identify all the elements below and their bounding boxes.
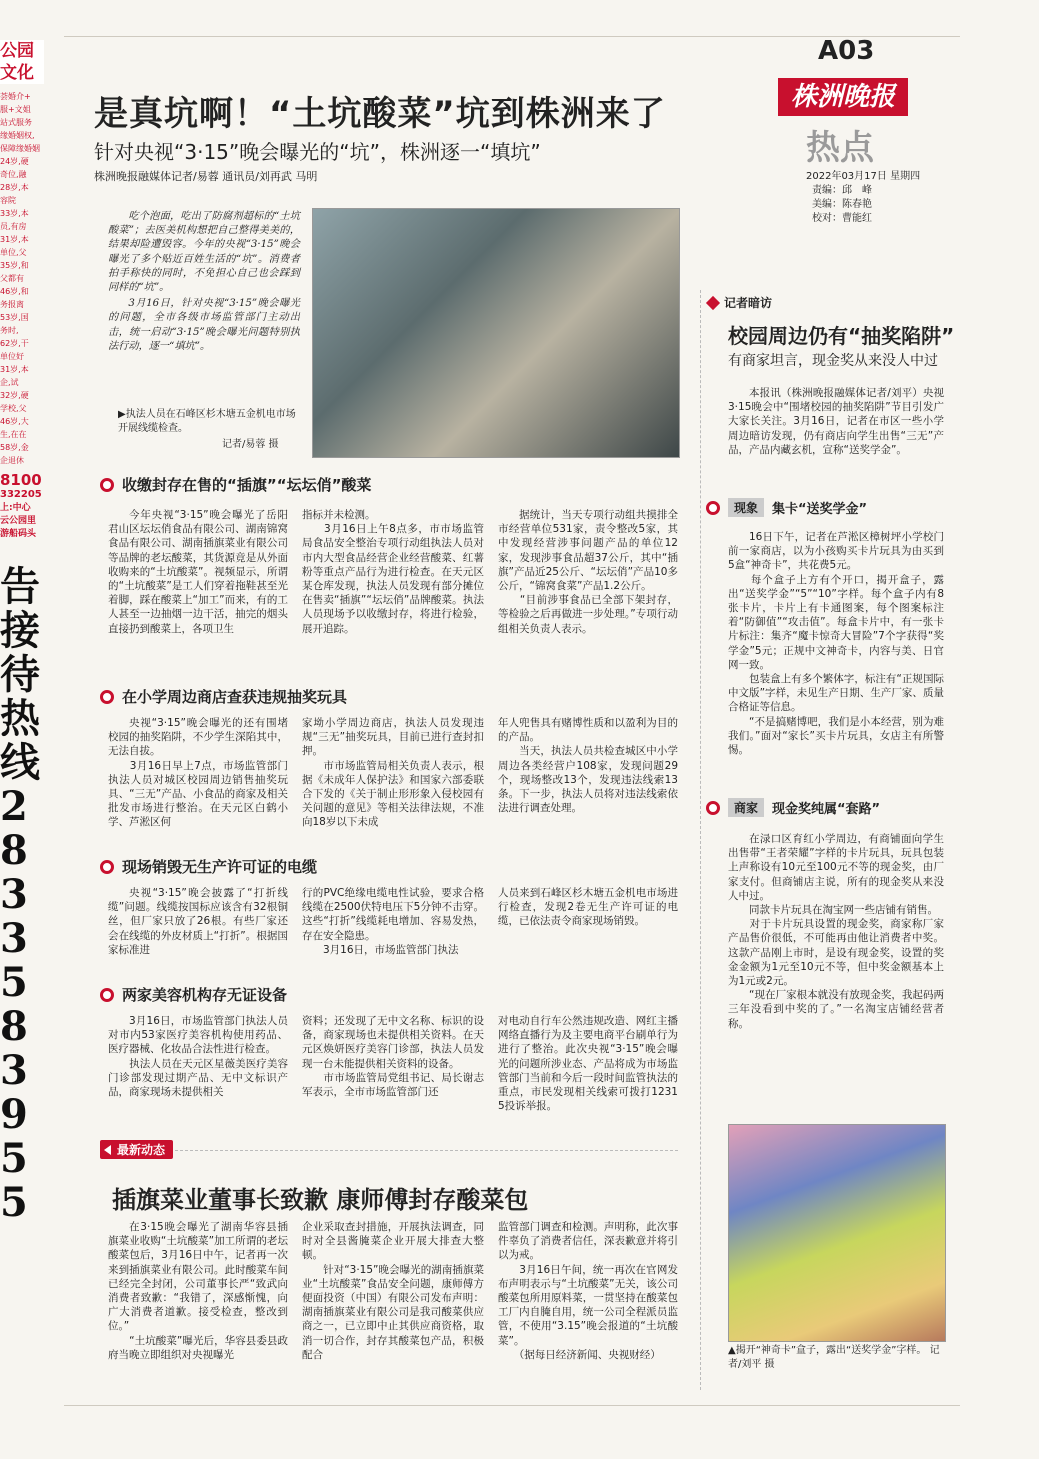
lead-paragraph-2: 3月16日，针对央视“3·15”晚会曝光的问题，全市各级市场监管部门主动出击，统一启动“3·15”晚会曝光问题特别执法行动，逐一“填坑”。 (108, 298, 300, 352)
strip-ad-line: 35岁,和 (0, 261, 29, 270)
proofreader-credit: 校对：曹能红 (812, 213, 872, 224)
section-1-col-2: 指标并未检测。 3月16日上午8点多，市市场监管局食品安全整治专项行动组执法人员对市内大型食品经营企业经营酸菜、红薯粉等重点产品行为进行检查。在天元区某仓库发现，执法人员发现有部分摊位在售卖“插旗”“坛坛俏”品牌酸菜。执法人员现场予以收缴封存，将进行检验，展开追踪。 (302, 509, 484, 635)
section-2-heading (100, 686, 347, 707)
bullet-icon (100, 690, 114, 704)
strip-ad-line: 58岁,金 (0, 443, 29, 452)
sidebar-sub2-heading (706, 798, 880, 817)
strip-ad-line: 46岁,和 (0, 287, 29, 296)
section-1-col-1: 今年央视“3·15”晚会曝光了岳阳君山区坛坛俏食品有限公司、湖南锦窝食品有限公司、湖南插旗菜业有限公司等品牌的老坛酸菜，其货源竟是从外面收购来的“土坑酸菜”。视频显示，所谓的“土坑酸菜”是工人们穿着拖鞋甚至光着脚，踩在酸菜上“加工”而来，有的工人甚至一边抽烟一边干活，抽完的烟头直接扔到酸菜上，各项卫生 (108, 509, 288, 635)
section-1-title: 收缴封存在售的“插旗”“坛坛俏”酸菜 (122, 476, 372, 494)
strip-address-2: 云公园里 (0, 516, 37, 526)
strip-ad-line: 缘婚姻权, (0, 131, 35, 140)
strip-ad-line: 46岁,大 (0, 417, 29, 426)
latest-badge-label: 最新动态 (117, 1143, 166, 1157)
section-3-col-2: 行的PVC绝缘电缆电性试验，要求合格线缆在2500伏特电压下5分钟不击穿。这些“打折”线缆耗电增加、容易发热，存在安全隐患。 3月16日，市场监管部门执法 (302, 887, 484, 956)
strip-ads (0, 90, 50, 467)
latest-divider (100, 1150, 678, 1151)
sidebar-kicker-label: 记者暗访 (724, 296, 773, 310)
strip-ad-line: 父都有 (0, 274, 24, 283)
bottom-rule (64, 1405, 960, 1406)
sidebar-sub1-text: 16日下午，记者在芦淞区樟树坪小学校门前一家商店，以为小孩购买卡片玩具为由买到5盒“神奇卡”，共花费5元。 每个盒子上方有个开口，揭开盒子，露出“送奖学金”“5”“10”字样。每个盒子内有8张卡片，卡片上有卡通图案，每个图案标注着“防御值”“攻击值”。每盒卡片中，有一张卡片标注：集齐“魔卡惊奇大冒险”7个字获得“奖学金”5元；正规中文神奇卡，内容与美、日官网一致。 包装盒上有多个繁体字，标注有“正规国际中文版”字样，未见生产日期、生产厂家、质量合格证等信息。 “不是搞赌博吧，我们是小本经营，别为难我们。”面对“家长”买卡片玩具，女店主有所警惕。 (728, 531, 944, 757)
latest-col-2: 企业采取查封措施，开展执法调查，同时对全县酱腌菜企业开展大排查大整顿。 针对“3·15”晚会曝光的湖南插旗菜业“土坑酸菜”食品安全问题，康师傅方便面投资（中国）有限公司发布声明：湖南插旗菜业有限公司是我司酸菜供应商之一，已立即中止其供应商资格，取消一切合作，封存其酸菜包产品，积极配合 (302, 1221, 484, 1361)
section-3-col-1: 央视“3·15”晚会披露了“打折线缆”问题。线缆按国标应该含有32根铜丝，但厂家只放了26根。有些厂家还会在线缆的外皮材质上“打折”。根据国家标准进 (108, 887, 288, 956)
section-1-heading (100, 474, 371, 495)
latest-col-3: 监管部门调查和检测。声明称，此次事件辜负了消费者信任，深表歉意并将引以为戒。 3月16日午间，统一再次在官网发布声明表示与“土坑酸菜”无关，该公司酸菜包所用原料菜，一贯坚持在酸菜包工厂内自腌自用，统一公司全程派员监管，不使用“3.15”晚会报道的“土坑酸菜”。 （据每日经济新闻、央视财经） (498, 1221, 678, 1361)
latest-col-1: 在3·15晚会曝光了湖南华容县插旗菜业收购“土坑酸菜”加工所谓的老坛酸菜包后，3月16日中午，记者再一次来到插旗菜业有限公司。此时酸菜车间已经完全封闭，公司董事长严“致武向消费者致歉：“我错了，深感惭愧，向广大消费者道歉。接受检查，整改到位。” “土坑酸菜”曝光后，华容县委县政府当晚立即组织对央视曝光 (108, 1221, 288, 1361)
latest-headline: 插旗菜业董事长致歉 康师傅封存酸菜包 (112, 1186, 529, 1214)
section-3-heading (100, 856, 317, 877)
strip-ad-line: 32岁,硬 (0, 391, 29, 400)
sidebar-title: 校园周边仍有“抽奖陷阱” (728, 324, 955, 348)
strip-hotline: 告接待热线2833583955 (0, 563, 40, 1226)
sidebar-subtitle: 有商家坦言，现金奖从来没人中过 (728, 353, 938, 369)
strip-ad-line: 奇位,融 (0, 170, 27, 179)
strip-phone-2: 332205 (0, 489, 42, 500)
bullet-icon (100, 860, 114, 874)
strip-ad-line: 单位,父 (0, 248, 27, 257)
section-label: 热点 (806, 128, 874, 168)
inspection-photo (312, 208, 680, 458)
strip-ad-line: 保障缘婚姻 (0, 144, 40, 153)
diamond-icon (706, 295, 720, 309)
strip-ad-line: 53岁,国 (0, 313, 29, 322)
strip-title: 公园文化 (0, 40, 44, 84)
strip-ad-line: 28岁,本 (0, 183, 29, 192)
sub1-title: 集卡“送奖学金” (772, 502, 868, 517)
lead-paragraphs (108, 210, 300, 420)
bullet-icon (706, 801, 720, 815)
main-headline: 是真坑啊！“土坑酸菜”坑到株洲来了 (94, 94, 666, 134)
strip-ad-line: 容院 (0, 196, 16, 205)
editor-credit: 责编：邱 峰 (812, 185, 872, 196)
sidebar-separator (700, 290, 702, 1390)
strip-ad-line: 务时, (0, 326, 19, 335)
section-2-col-3: 年人兜售具有赌博性质和以盈利为目的的产品。 当天，执法人员共检查城区中小学周边各类经营户108家，发现问题29个，现场整改13个，发现违法线索13条。下一步，执法人员将对违法线索依法进行调查处理。 (498, 717, 678, 815)
sub1-tag: 现象 (728, 498, 764, 517)
strip-ad-line: 荟婚介+ (0, 92, 31, 101)
issue-date: 2022年03月17日 星期四 (806, 171, 921, 182)
strip-ad-line: 24岁,硬 (0, 157, 29, 166)
sidebar-kicker (708, 294, 772, 311)
strip-ad-line: 务报离 (0, 300, 24, 309)
page-number: A03 (818, 36, 875, 66)
strip-phone-1: 8100 (0, 471, 42, 489)
section-4-title: 两家美容机构存无证设备 (122, 986, 288, 1004)
photo1-caption: ▶执法人员在石峰区杉木塘五金机电市场开展线缆检查。 (118, 409, 296, 434)
section-4-col-3: 对电动自行车公然违规改造、网红主播网络直播行为及主要电商平台刷单行为进行了整治。此次央视“3·15”晚会曝光的问题所涉业态、产品将成为市场监管部门当前和今后一段时间监管执法的重点，市民发现相关线索可拨打12315投诉举报。 (498, 1015, 678, 1113)
strip-address-3: 游船码头 (0, 529, 37, 539)
latest-badge (100, 1140, 173, 1159)
section-4-col-1: 3月16日，市场监管部门执法人员对市内53家医疗美容机构使用药品、医疗器械、化妆品合法性进行检查。 执法人员在天元区星薇美医疗美容门诊部发现过期产品、无中文标识产品，商家现场未提供相关 (108, 1015, 288, 1099)
section-4-heading (100, 984, 287, 1005)
sidebar-sub1-heading (706, 498, 867, 517)
strip-ad-line: 31岁,本 (0, 365, 29, 374)
sub2-title: 现金奖纯属“套路” (772, 802, 881, 817)
arrow-icon (104, 1145, 111, 1155)
sidebar-sub2-text: 在渌口区育红小学周边，有商铺面向学生出售带“王者荣耀”字样的卡片玩具，玩具包装上声称设有10元至100元不等的现金奖，由厂家支付。但商铺店主说，所有的现金奖从来没人中过。 同款卡片玩具在淘宝网一些店铺有销售。 对于卡片玩具设置的现金奖，商家称厂家产品售价很低，不可能再由他让消费者中奖。这款产品刚上市时，是设有现金奖，设置的奖金金额为1元至10元不等，但中奖金额基本上为1元或2元。 “现在厂家根本就没有放现金奖，我起码两三年没看到中奖的了。”一名淘宝店铺经营者称。 (728, 833, 944, 1030)
section-2-col-1: 央视“3·15”晚会曝光的还有围堵校园的抽奖陷阱，不少学生深陷其中，无法自拔。 3月16日早上7点，市场监管部门执法人员对城区校园周边销售抽奖玩具、“三无”产品、小食品的商家及相关批发市场进行整治。在天元区白鹤小学、芦淞区何 (108, 717, 288, 829)
bullet-icon (100, 478, 114, 492)
strip-ad-line: 33岁,本 (0, 209, 29, 218)
section-4-col-2: 资料；还发现了无中文名称、标识的设备，商家现场也未提供相关资料。在天元区焕妍医疗美容门诊部，执法人员发现一台未能提供相关资料的设备。 市市场监管局党组书记、局长谢志军表示，全市市场监管部门还 (302, 1015, 484, 1099)
section-1-col-3: 据统计，当天专项行动组共摸排全市经营单位531家，责令整改5家，其中发现经营涉事问题产品的单位12家，发现涉事食品超37公斤，其中“插旗”产品近25公斤、“坛坛俏”产品10多公斤，“锦窝食菜”产品1.2公斤。 “目前涉事食品已全部下架封存，等检验之后再做进一步处理。”专项行动组相关负责人表示。 (498, 509, 678, 635)
photo1-credit: 记者/易蓉 摄 (222, 439, 279, 450)
strip-ad-line: 企退休 (0, 456, 24, 465)
left-page-strip (0, 40, 50, 1410)
strip-address-1: 上:中心 (0, 503, 31, 513)
sub2-tag: 商家 (728, 798, 764, 817)
strip-ad-line: 生,在在 (0, 430, 27, 439)
strip-ad-line: 员,有房 (0, 222, 27, 231)
strip-ad-line: 学校,父 (0, 404, 27, 413)
sidebar-intro: 本报讯（株洲晚报融媒体记者/刘平）央视3·15晚会中“围堵校园的抽奖陷阱”节目引发广大家长关注。3月16日，记者在市区一些小学周边暗访发现，仍有商店向学生出售“三无”产品，产品内藏玄机，宣称“送奖学金”。 (728, 387, 944, 456)
strip-ad-line: 单位好 (0, 352, 24, 361)
card-toy-photo (728, 1124, 946, 1342)
strip-ad-line: 站式服务 (0, 118, 32, 127)
byline: 株洲晚报融媒体记者/易蓉 通讯员/刘再武 马明 (94, 170, 318, 183)
card-photo-caption: ▲揭开“神奇卡”盒子，露出“送奖学金”字样。 记者/刘平 摄 (728, 1345, 940, 1370)
section-2-col-2: 家坳小学周边商店，执法人员发现违规“三无”抽奖玩具，目前已进行查封扣押。 市市场监管局相关负责人表示，根据《未成年人保护法》和国家六部委联合下发的《关于制止形形象入侵校园有关问题的意见》等相关法律法规，不准向18岁以下未成 (302, 717, 484, 829)
bullet-icon (706, 501, 720, 515)
strip-ad-line: 服+文姐 (0, 105, 31, 114)
paper-logo: 株洲晚报 (778, 78, 908, 116)
strip-ad-line: 31岁,本 (0, 235, 29, 244)
section-2-title: 在小学周边商店查获违规抽奖玩具 (122, 688, 348, 706)
section-3-col-3: 人员来到石峰区杉木塘五金机电市场进行检查，发现2卷无生产许可证的电缆，已依法责令商家现场销毁。 (498, 887, 678, 928)
bullet-icon (100, 988, 114, 1002)
section-3-title: 现场销毁无生产许可证的电缆 (122, 858, 318, 876)
main-subheadline: 针对央视“3·15”晚会曝光的“坑”，株洲逐一“填坑” (94, 140, 541, 164)
designer-credit: 美编：陈春艳 (812, 199, 872, 210)
strip-ad-line: 62岁,干 (0, 339, 29, 348)
strip-ad-line: 企,试 (0, 378, 19, 387)
lead-paragraph-1: 吃个泡面，吃出了防腐剂超标的“土坑酸菜”；去医美机构想把自己整得美美的，结果却险遭毁容。今年的央视“3·15”晚会曝光了多个贴近百姓生活的“坑”。消费者拍手称快的同时，不免担心自己也会踩到同样的“坑”。 (108, 211, 300, 294)
